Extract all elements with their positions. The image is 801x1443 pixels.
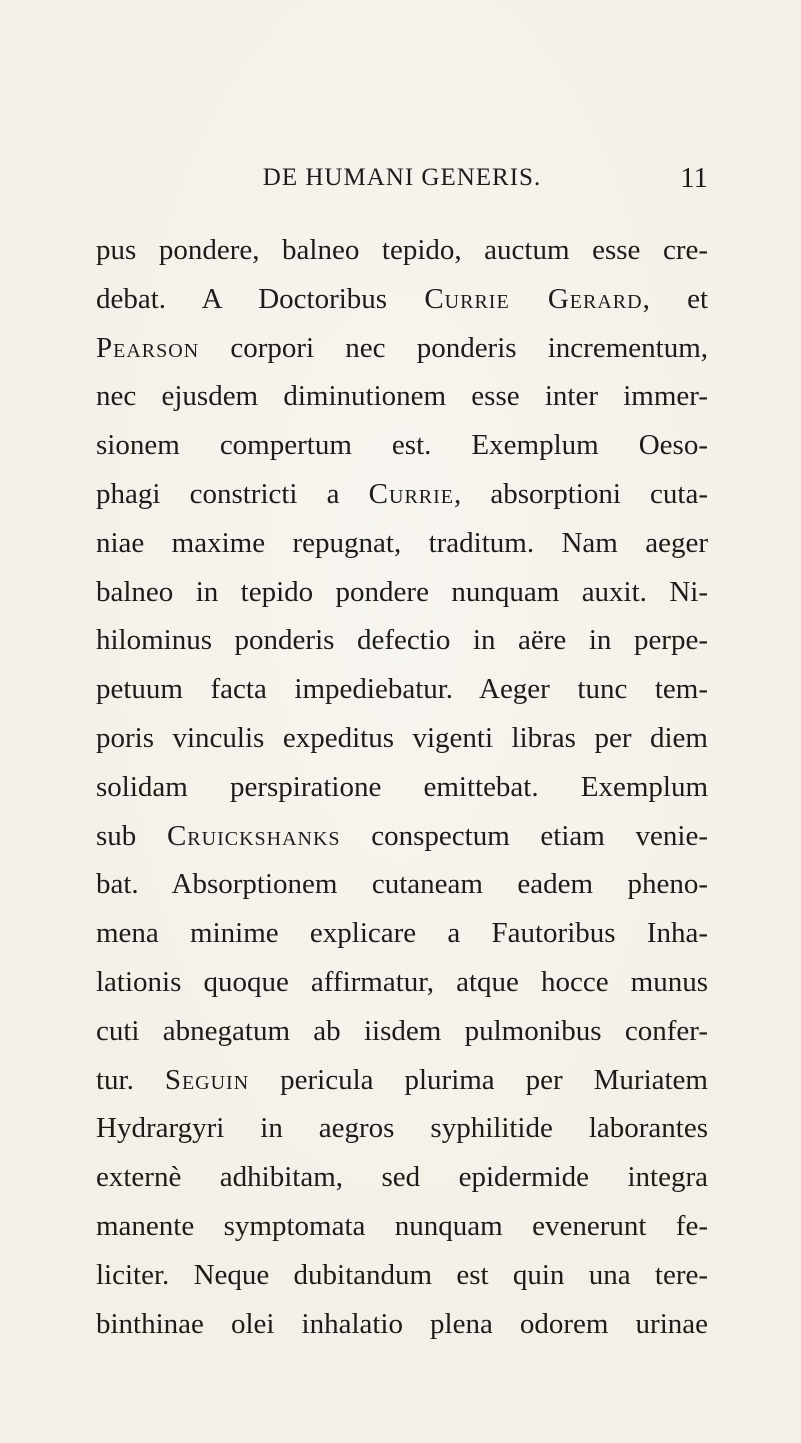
text-segment: bat. Absorptionem cutaneam eadem pheno- <box>96 868 708 901</box>
text-line <box>96 714 708 763</box>
author-name: Pearson <box>96 331 200 364</box>
text-line <box>96 324 708 373</box>
text-segment: pus pondere, balneo tepido, auctum esse cre- <box>96 234 708 266</box>
text-segment: niae maxime repugnat, traditum. Nam aeger <box>96 526 708 559</box>
text-segment: tur. <box>96 1063 165 1096</box>
text-line <box>96 665 708 714</box>
text-segment: solidam perspiratione emittebat. Exemplum <box>96 770 708 803</box>
text-line <box>96 1056 708 1105</box>
text-segment: Hydrargyri in aegros syphilitide laborantes <box>96 1112 708 1145</box>
text-segment: mena minime explicare a Fautoribus Inha- <box>96 917 708 950</box>
text-line <box>96 1300 708 1349</box>
text-line <box>96 275 708 324</box>
running-head: DE HUMANI GENERIS. <box>262 164 542 191</box>
text-segment: nec ejusdem diminutionem esse inter immer- <box>96 380 708 413</box>
text-line <box>96 568 708 617</box>
text-segment: hilominus ponderis defectio in aëre in perpe- <box>96 624 708 657</box>
text-segment: liciter. Neque dubitandum est quin una tere- <box>96 1258 708 1291</box>
author-name: Cruickshanks <box>166 819 341 852</box>
text-line <box>96 1007 708 1056</box>
author-name: Seguin <box>164 1063 250 1096</box>
text-line <box>96 909 708 958</box>
text-segment: corpori nec ponderis incrementum, <box>199 331 708 364</box>
text-segment: balneo in tepido pondere nunquam auxit. Ni- <box>96 575 708 608</box>
text-segment: pericula plurima per Muriatem <box>249 1063 708 1096</box>
author-name: Currie Gerard <box>424 282 643 315</box>
page-number: 11 <box>680 162 708 194</box>
text-segment: conspectum etiam venie- <box>340 819 708 852</box>
text-segment: manente symptomata nunquam evenerunt fe- <box>96 1209 708 1242</box>
text-segment: phagi constricti a <box>96 477 369 510</box>
text-segment: cuti abnegatum ab iisdem pulmonibus confer- <box>96 1014 708 1047</box>
text-line <box>96 958 708 1007</box>
text-line <box>96 812 708 861</box>
body-text <box>96 226 708 1348</box>
text-segment: lationis quoque affirmatur, atque hocce munus <box>96 965 708 998</box>
text-line <box>96 1202 708 1251</box>
text-line <box>96 372 708 421</box>
text-segment: petuum facta impediebatur. Aeger tunc tem- <box>96 673 708 706</box>
text-segment: , et <box>642 282 709 315</box>
text-line <box>96 470 708 519</box>
text-line <box>96 860 708 909</box>
text-line <box>96 1104 708 1153</box>
text-segment: poris vinculis expeditus vigenti libras per diem <box>96 721 708 754</box>
text-segment: externè adhibitam, sed epidermide integra <box>96 1161 708 1194</box>
text-segment: sub <box>96 819 167 852</box>
page-header <box>96 164 708 198</box>
text-segment: sionem compertum est. Exemplum Oeso- <box>96 429 708 462</box>
text-line <box>96 519 708 568</box>
text-line <box>96 421 708 470</box>
text-line <box>96 226 708 275</box>
author-name: Currie <box>368 477 454 510</box>
text-segment: binthinae olei inhalatio plena odorem urinae <box>96 1307 708 1340</box>
text-line <box>96 1153 708 1202</box>
text-line <box>96 1251 708 1300</box>
text-segment: , absorptioni cuta- <box>454 477 708 510</box>
text-segment: debat. A Doctoribus <box>96 282 425 315</box>
text-line <box>96 616 708 665</box>
text-line <box>96 763 708 812</box>
